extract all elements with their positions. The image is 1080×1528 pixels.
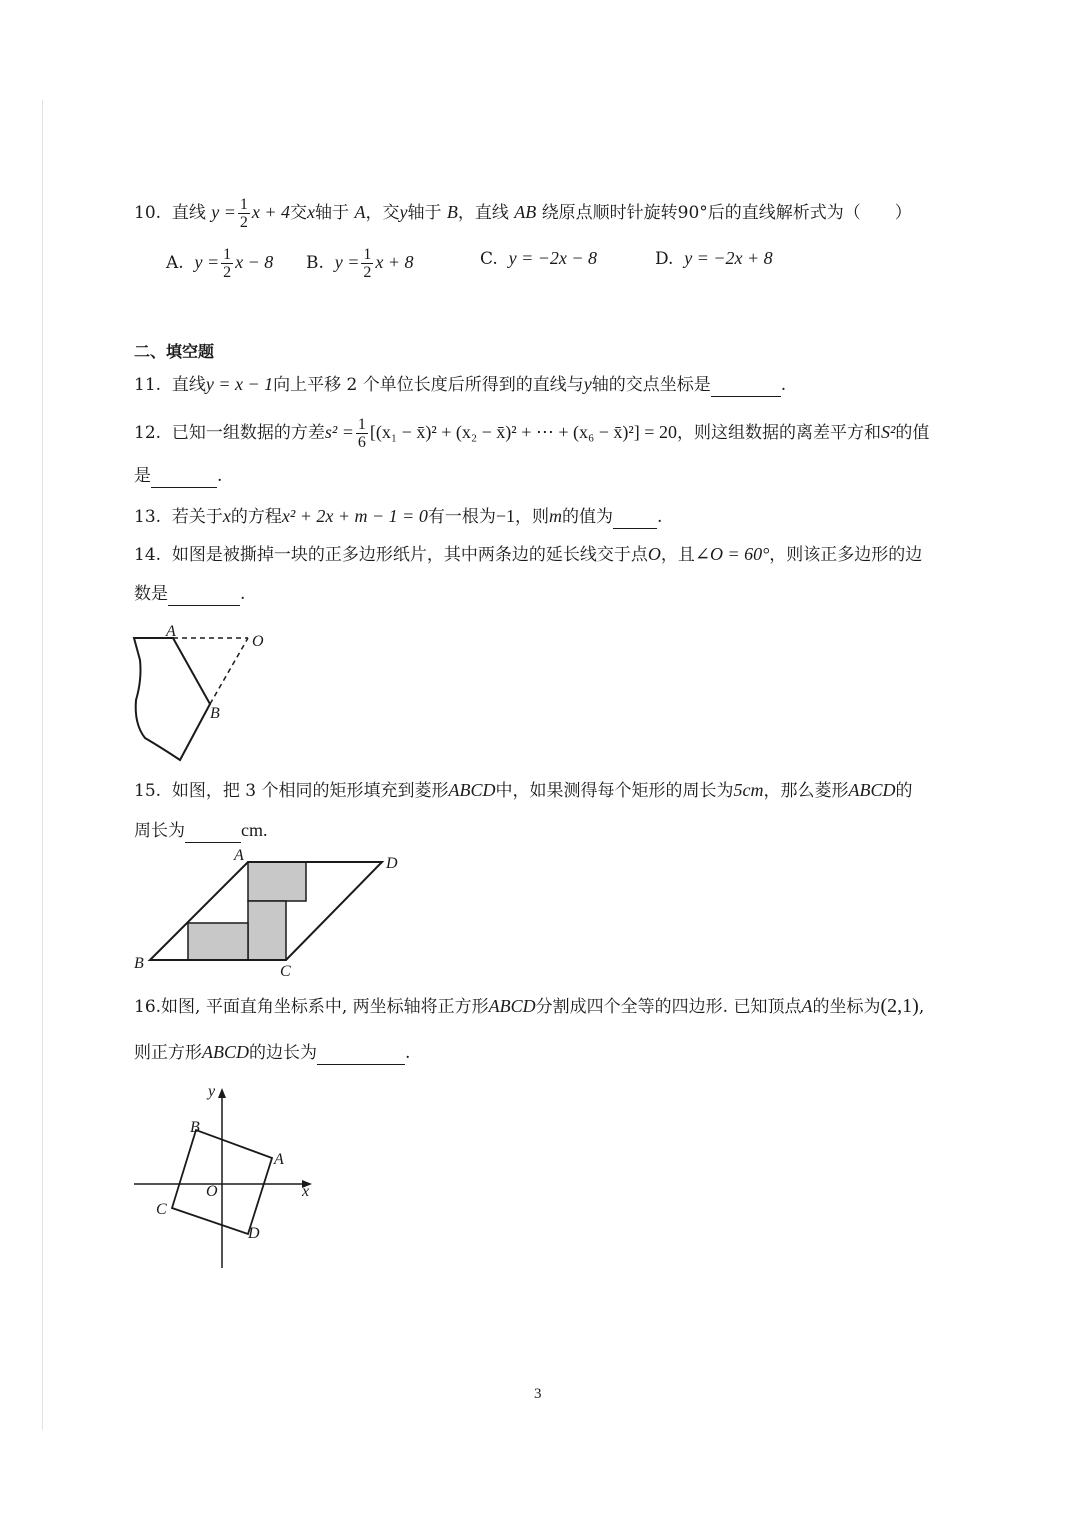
page-number: 3 (534, 1386, 542, 1402)
label-d: D (386, 855, 398, 872)
question-14: 14. 如图是被撕掉一块的正多边形纸片，其中两条边的延长线交于点O，且∠O = 60°，则该正多边形的边 (134, 544, 923, 565)
rectangle-left (188, 923, 248, 960)
question-13: 13. 若关于x的方程x² + 2x + m − 1 = 0有一根为−1，则m的值为 . (134, 506, 663, 527)
question-14-cont: 数是 . (134, 584, 246, 604)
q10-number: 10. (134, 203, 162, 223)
label-a: A (166, 623, 176, 640)
q13-answer-blank[interactable] (613, 510, 657, 529)
label-b: B (190, 1119, 200, 1136)
label-o: O (206, 1183, 218, 1200)
label-o: O (252, 633, 264, 650)
label-a: A (274, 1151, 284, 1168)
extension-line-b-o (210, 638, 248, 704)
question-15-cont: 周长为 cm. (134, 820, 268, 841)
torn-polygon-outline (134, 638, 210, 760)
y-axis-arrow (218, 1088, 226, 1098)
label-c: C (156, 1201, 167, 1218)
q15-figure-rhombus (130, 846, 410, 982)
question-15: 15. 如图，把 3 个相同的矩形填充到菱形ABCD中，如果测得每个矩形的周长为5cm，那么菱形ABCD的 (134, 780, 913, 801)
q10-option-c[interactable]: C. y = −2x − 8 (480, 248, 598, 269)
page-margin-line (42, 100, 43, 1430)
label-d: D (248, 1225, 260, 1242)
label-a: A (234, 847, 244, 864)
question-11: 11. 直线y = x − 1向上平移 2 个单位长度后所得到的直线与y轴的交点坐标是 . (134, 374, 787, 395)
q16-answer-blank[interactable] (317, 1046, 405, 1065)
question-12-cont: 是 . (134, 466, 223, 486)
label-b: B (210, 705, 220, 722)
q14-answer-blank[interactable] (168, 587, 240, 606)
q12-answer-blank[interactable] (151, 469, 217, 488)
q16-figure-coordinate-square (124, 1078, 324, 1278)
question-16: 16.如图, 平面直角坐标系中, 两坐标轴将正方形ABCD分割成四个全等的四边形. 已知顶点A的坐标为(2,1), (134, 995, 925, 1017)
q10-fraction: $\frac{1}{2}$ (239, 196, 248, 231)
label-y: y (208, 1083, 216, 1100)
label-b: B (134, 955, 144, 972)
q15-answer-blank[interactable] (185, 824, 241, 843)
q10-option-d[interactable]: D. y = −2x + 8 (655, 248, 773, 269)
rectangle-top (248, 862, 306, 901)
q11-answer-blank[interactable] (711, 378, 781, 397)
section-fill-in-title: 二、填空题 (134, 342, 215, 361)
label-c: C (280, 963, 291, 980)
question-12: 12. 已知一组数据的方差s² = $\frac{1}{6}$ [(x₁ − x̄)² + (x₂ − x̄)² + ⋯ + (x₆ − x̄)²] = 20，则这组数据的离差平方和S²的值 (134, 416, 930, 451)
question-10: 10. 直线 y = $\frac{1}{2}$ x + 4交x轴于 A，交y轴于 B，直线 AB 绕原点顺时针旋转90°后的直线解析式为（ ） (134, 196, 912, 231)
question-16-cont: 则正方形ABCD的边长为 . (134, 1042, 411, 1063)
label-x: x (302, 1183, 310, 1200)
q14-figure-torn-polygon (120, 620, 290, 770)
q10-option-b[interactable]: B. y = $\frac{1}{2}$ x + 8 (306, 246, 414, 281)
q10-option-a[interactable]: A. y = $\frac{1}{2}$ x − 8 (166, 246, 274, 281)
rectangle-middle (248, 901, 286, 960)
